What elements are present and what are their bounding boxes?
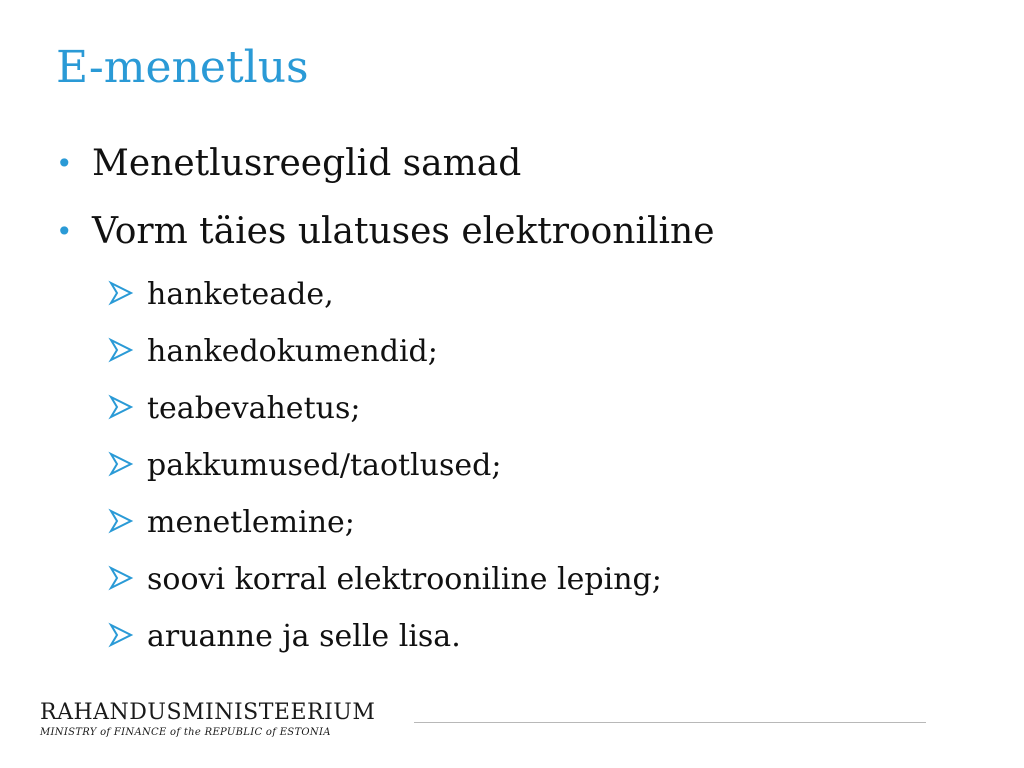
arrow-bullet-icon	[108, 622, 134, 648]
bullet-list	[56, 140, 976, 675]
sub-bullet-item	[56, 618, 976, 675]
sub-bullet-item	[56, 561, 976, 618]
bullet-text: Menetlusreeglid samad	[92, 143, 522, 184]
sub-bullet-text: aruanne ja selle lisa.	[147, 619, 461, 654]
sub-bullet-item	[56, 390, 976, 447]
sub-bullet-text: soovi korral elektrooniline leping;	[147, 562, 662, 597]
sub-bullet-item	[56, 447, 976, 504]
bullet-text: Vorm täies ulatuses elektrooniline	[92, 211, 715, 252]
footer-divider	[414, 722, 926, 723]
bullet-item	[56, 140, 976, 208]
arrow-bullet-icon	[108, 337, 134, 363]
slide-title: E-menetlus	[56, 42, 309, 93]
bullet-dot-icon: •	[56, 215, 73, 248]
ministry-logo	[40, 702, 375, 738]
arrow-bullet-icon	[108, 508, 134, 534]
arrow-bullet-icon	[108, 394, 134, 420]
sub-bullet-item	[56, 504, 976, 561]
sub-bullet-text: pakkumused/taotlused;	[147, 448, 502, 483]
sub-bullet-item	[56, 333, 976, 390]
arrow-bullet-icon	[108, 451, 134, 477]
sub-bullet-text: menetlemine;	[147, 505, 355, 540]
arrow-bullet-icon	[108, 565, 134, 591]
sub-bullet-text: hankedokumendid;	[147, 334, 438, 369]
bullet-item	[56, 208, 976, 276]
logo-subtitle: MINISTRY of FINANCE of the REPUBLIC of ESTONIA	[40, 727, 331, 738]
sub-bullet-text: hanketeade,	[147, 277, 334, 312]
sub-bullet-text: teabevahetus;	[147, 391, 361, 426]
arrow-bullet-icon	[108, 280, 134, 306]
sub-bullet-item	[56, 276, 976, 333]
bullet-dot-icon: •	[56, 147, 73, 180]
logo-name: RAHANDUSMINISTEERIUM	[40, 700, 376, 725]
